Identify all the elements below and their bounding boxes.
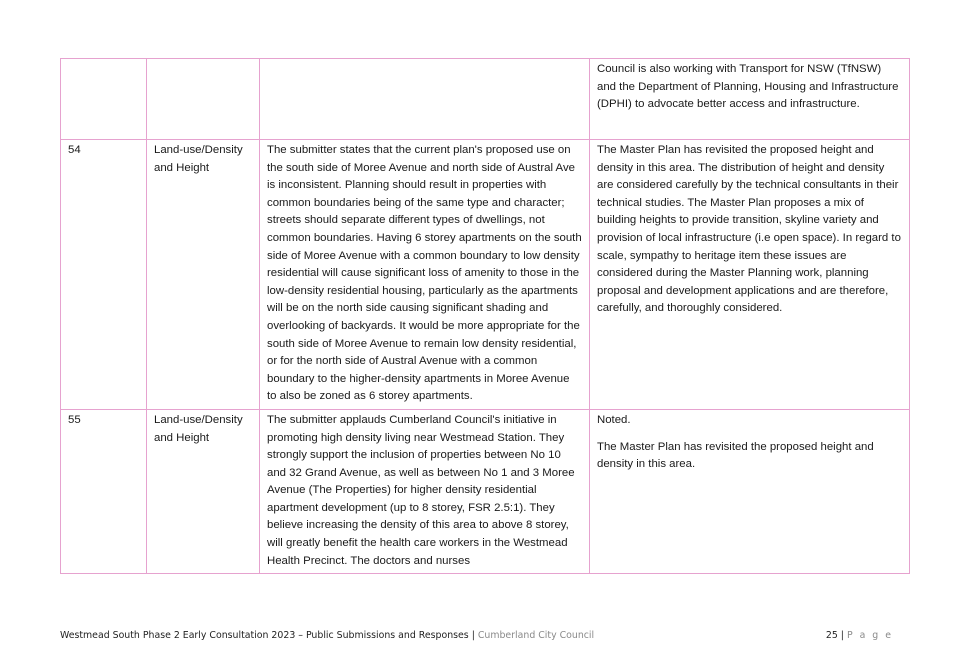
submission-cell (260, 59, 590, 140)
submissions-table (60, 58, 910, 574)
table-row (61, 140, 910, 410)
response-cell (590, 59, 910, 140)
topic-cell (147, 409, 260, 573)
footer-org: Cumberland City Council (477, 630, 595, 641)
footer-page (826, 630, 893, 641)
footer-doc-title: Westmead South Phase 2 Early Consultation 2023 – Public Submissions and Responses (60, 630, 469, 641)
topic-text: Land-use/Density and Height (154, 413, 243, 444)
response-cell (590, 140, 910, 410)
submission-cell (260, 409, 590, 573)
row-number-cell (61, 140, 147, 410)
page-number: 25 (825, 630, 838, 641)
topic-text: Land-use/Density and Height (154, 144, 243, 174)
response-cell (590, 409, 910, 573)
footer-separator: | (471, 630, 475, 641)
table-row (61, 59, 910, 140)
response-text: The Master Plan has revisited the proposed height and density in this area. (597, 440, 874, 471)
response-text: The Master Plan has revisited the proposed height and density in this area. The distribution of height and density are considered carefully by the technical consultants in their technical studies. The Master Plan proposes a mix of building heights to provide transition, skyline variety and provision of local infrastructure (i.e open space). In regard to scale, sympathy to heritage item these issues are considered during the Master Planning work, planning proposal and development applications and are therefore, carefully, and thoroughly considered. (597, 144, 901, 315)
topic-cell (147, 140, 260, 410)
response-text: Council is also working with Transport for NSW (TfNSW) and the Department of Planning, Housing and Infrastructure (DPHI) to advocate better access and infrastructure. (597, 63, 899, 111)
table-row (61, 409, 910, 573)
page-separator: | (840, 630, 844, 641)
submission-text: The submitter states that the current plan's proposed use on the south side of Moree Avenue and north side of Austral Ave is inconsistent. Planning should result in properties with common boundaries being of the same type and character; streets should separate different types of dwellings, not common boundaries. Having 6 storey apartments on the south side of Moree Avenue with a common boundary to low density residential will cause significant loss of amenity to those in the low-density residential housing, particularly as the apartments will be on the north side causing significant shading and overlooking of backyards. It would be more appropriate for the south side of Moree Avenue to remain low density residential, or for the north side of Austral Avenue with a common boundary to the higher-density apartments in Moree Avenue to also be zoned as 6 storey apartments. (267, 144, 582, 403)
row-number-cell (61, 59, 147, 140)
submission-text: The submitter applauds Cumberland Council's initiative in promoting high density living near Westmead Station. They strongly support the inclusion of properties between No 10 and 32 Grand Avenue, as well as between No 1 and 3 Moree Avenue (The Properties) for higher density residential apartment development (up to 8 storey, FSR 2.5:1). They believe increasing the density of this area to above 8 storey, will greatly benefit the health care workers in the Westmead Health Precinct. The doctors and nurses (267, 413, 575, 567)
response-text: Noted. (597, 413, 631, 426)
row-number: 54 (68, 144, 81, 156)
topic-cell (147, 59, 260, 140)
page-word: P a g e (846, 630, 893, 641)
page-footer (60, 630, 909, 648)
submission-cell (260, 140, 590, 410)
row-number: 55 (68, 413, 81, 426)
footer-left (60, 630, 594, 641)
row-number-cell (61, 409, 147, 573)
